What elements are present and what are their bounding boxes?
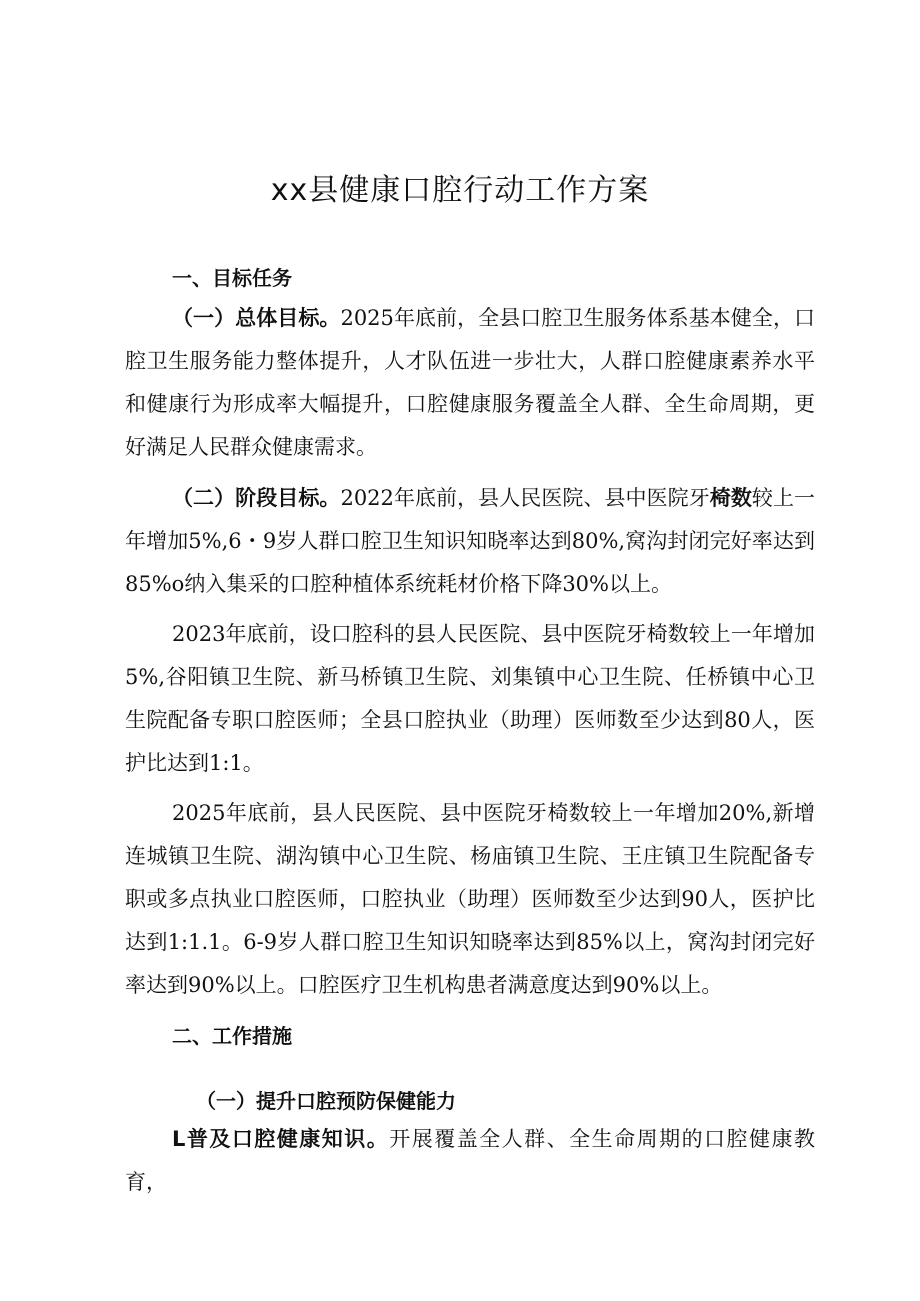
stage-goal-text-bold: 椅数 (709, 486, 752, 510)
item-1-text: 开展覆盖全人群、全生命周期的口腔健康教育， (125, 1127, 815, 1194)
stage-goal-text-b: 较上一年增加5%,6・9岁人群口腔卫生知识知晓率达到80%,窝沟封闭完好率达到85%o纳入集采的口腔种植体系统耗材价格下降30%以上。 (125, 486, 816, 596)
stage-goal-text-a: 2022年底前，县人民医院、县中医院牙 (340, 486, 710, 510)
subsection-1-heading: （一）提升口腔预防保健能力 (196, 1089, 456, 1113)
item-1-label: L普及口腔健康知识。 (172, 1127, 390, 1151)
stage-goal-label: （二）阶段目标。 (172, 486, 341, 510)
stage-goal-paragraph (125, 477, 815, 606)
goal-2025-paragraph: 2025年底前，县人民医院、县中医院牙椅数较上一年增加20%,新增连城镇卫生院、湖沟镇中心卫生院、杨庙镇卫生院、王庄镇卫生院配备专职或多点执业口腔医师，口腔执业（助理）医师数至少达到90人，医护比达到1:1.1。6-9岁人群口腔卫生知识知晓率达到85%以上，窝沟封闭完好率达到90%以上。口腔医疗卫生机构患者满意度达到90%以上。 (125, 801, 815, 997)
overall-goal-label: （一）总体目标。 (172, 306, 341, 330)
item-1-paragraph (125, 1118, 815, 1204)
section-2-heading: 二、工作措施 (172, 1024, 292, 1048)
overall-goal-text: 2025年底前，全县口腔卫生服务体系基本健全，口腔卫生服务能力整体提升，人才队伍进一步壮大，人群口腔健康素养水平和健康行为形成率大幅提升，口腔健康服务覆盖全人群、全生命周期，更好满足人民群众健康需求。 (125, 306, 815, 459)
page-title: xx县健康口腔行动工作方案 (270, 173, 650, 208)
goal-2023-paragraph: 2023年底前，设口腔科的县人民医院、县中医院牙椅数较上一年增加5%,谷阳镇卫生院、新马桥镇卫生院、刘集镇中心卫生院、任桥镇中心卫生院配备专职口腔医师；全县口腔执业（助理）医师数至少达到80人，医护比达到1:1。 (125, 622, 815, 775)
section-1-heading: 一、目标任务 (172, 266, 292, 290)
overall-goal-paragraph (125, 297, 815, 469)
